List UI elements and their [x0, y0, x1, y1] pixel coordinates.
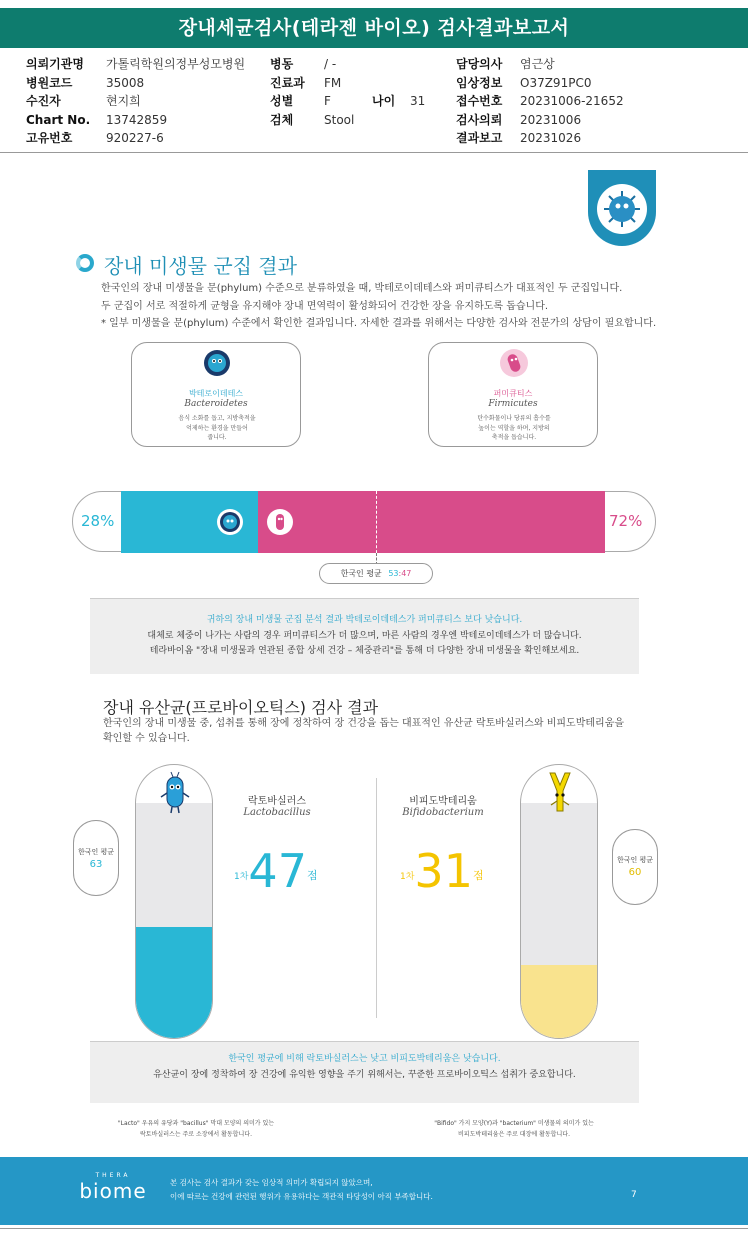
- score-number: 31: [414, 844, 473, 898]
- info-value: 20231006: [520, 112, 582, 127]
- info-label: 담당의사: [456, 57, 503, 71]
- para-line: 두 군집이 서로 적절하게 균형을 유지해야 장내 면역력이 활성화되어 건강한 장을 유지하도록 돕습니다.: [101, 300, 549, 312]
- summary-highlight: 한국인 평균에 비해 락토바실러스는 낮고 비피도박테리움은 낮습니다.: [228, 1054, 501, 1064]
- lactobacillus-name: [222, 792, 332, 818]
- lactobacillus-note: [86, 1118, 306, 1140]
- therabiome-logo: [78, 1172, 148, 1203]
- report-title: 장내세균검사(테라젠 바이오) 검사결과보고서: [0, 8, 748, 48]
- info-value: O37Z91PC0: [520, 75, 592, 90]
- divider: [0, 152, 748, 153]
- bacteroidetes-percent: 28%: [81, 512, 115, 530]
- summary-highlight: 귀하의 장내 미생물 군집 분석 결과 박테로이데테스가 퍼미큐티스 보다 낮습니다.: [206, 615, 523, 625]
- logo-text: biome: [79, 1179, 147, 1203]
- lactobacillus-score: [234, 846, 318, 896]
- bifidobacterium-score: [400, 846, 484, 896]
- card-korean-name: 퍼미큐티스: [493, 389, 533, 398]
- summary-line: 테라바이옴 "장내 미생물과 연관된 종합 상세 건강 – 체중관리"를 통해 더 다양한 장내 미생물을 확인해보세요.: [149, 646, 580, 656]
- avg-label: 한국인 평균: [340, 569, 382, 578]
- page-number: 7: [631, 1190, 637, 1200]
- card-description: 탄수화물이나 당류의 흡수를 높이는 역할을 하며, 지방의 축적을 돕습니다.: [477, 415, 551, 441]
- score-unit: 점: [306, 869, 318, 882]
- section2-paragraph: [103, 716, 624, 746]
- bookmark-badge: [588, 170, 656, 246]
- bifidobacterium-note: [404, 1118, 624, 1140]
- section1-title: 장내 미생물 군집 결과: [104, 254, 297, 278]
- avg-value: 60: [628, 867, 642, 878]
- info-label: 병동: [270, 57, 294, 71]
- bacteroidetes-card: [131, 342, 301, 447]
- logo-small-text: THERA: [95, 1172, 131, 1179]
- summary-line: 유산균이 장에 정착하여 장 건강에 유익한 영향을 주기 위해서는, 꾸준한 프로바이오틱스 섭취가 중요합니다.: [153, 1069, 576, 1080]
- para-line: * 일부 미생물을 문(phylum) 수준에서 확인한 결과입니다. 자세한 결과를 위해서는 다양한 검사와 전문가의 상담이 필요합니다.: [101, 318, 657, 329]
- lactobacillus-average-bubble: [73, 820, 119, 896]
- info-label: 검체: [270, 112, 294, 127]
- info-label: 수진자: [26, 94, 61, 108]
- info-value: 31: [410, 94, 426, 108]
- info-value: 염근상: [520, 57, 555, 71]
- info-label: 임상정보: [456, 75, 503, 90]
- info-value: / -: [324, 57, 337, 71]
- info-value: 가톨릭학원의정부성모병원: [106, 57, 246, 71]
- bifidobacterium-name: [388, 792, 498, 818]
- bifidobacterium-capsule: [520, 764, 598, 1039]
- card-latin-name: Firmicutes: [488, 399, 538, 409]
- note-line: "Lacto" 우유의 유당과 "bacillus" 막대 모양의 의미가 있는: [117, 1120, 275, 1127]
- latin-name: Lactobacillus: [243, 807, 311, 818]
- lactobacillus-mascot-icon: [158, 771, 192, 815]
- section2-summary-box: [90, 1041, 639, 1103]
- info-value: Stool: [324, 112, 355, 127]
- divider: [0, 1228, 748, 1229]
- korean-average-pill: [319, 563, 433, 584]
- info-value: 920227-6: [106, 131, 164, 145]
- info-label: 고유번호: [26, 131, 73, 145]
- card-korean-name: 박테로이데테스: [188, 389, 244, 398]
- info-col-3: [456, 55, 624, 148]
- score-unit: 점: [472, 869, 484, 882]
- footer-bar: [0, 1157, 748, 1225]
- info-value: FM: [324, 75, 342, 90]
- info-label: 병원코드: [26, 75, 73, 90]
- avg-firmicutes: :47: [398, 569, 412, 578]
- info-col-2: [270, 55, 425, 129]
- avg-label: 한국인 평균: [616, 856, 654, 864]
- lactobacillus-capsule: [135, 764, 213, 1039]
- info-label: 결과보고: [456, 131, 503, 145]
- card-latin-name: Bacteroidetes: [184, 399, 248, 409]
- card-description: 음식 소화를 돕고, 지방축적을 억제하는 환경을 만들어 줍니다.: [178, 415, 256, 441]
- firmicutes-card: [428, 342, 598, 447]
- summary-line: 대체로 체중이 나가는 사람의 경우 퍼미큐티스가 더 많으며, 마른 사람의 경우엔 박테로이데테스가 더 많습니다.: [147, 630, 582, 641]
- latin-name: Bifidobacterium: [402, 807, 484, 818]
- firmicutes-ratio-fill: [258, 491, 605, 553]
- info-value: 20231026: [520, 131, 582, 145]
- bifidobacterium-mascot-icon: [543, 771, 577, 817]
- section2-title: 장내 유산균(프로바이오틱스) 검사 결과: [103, 698, 379, 717]
- info-label: Chart No.: [26, 112, 91, 127]
- info-value: 현지희: [106, 94, 141, 108]
- bacteroidetes-icon: [216, 508, 244, 536]
- bacteroidetes-icon: [203, 349, 231, 377]
- info-value: 13742859: [106, 112, 168, 127]
- korean-name: 락토바실러스: [248, 796, 306, 807]
- info-value: F: [324, 94, 331, 108]
- firmicutes-icon: [500, 349, 528, 377]
- column-divider: [376, 778, 377, 1018]
- bifidobacterium-average-bubble: [612, 829, 658, 905]
- info-value: 35008: [106, 75, 145, 90]
- bifidobacterium-level-fill: [521, 965, 597, 1038]
- avg-label: 한국인 평균: [77, 848, 115, 856]
- bacteria-badge-icon: [597, 184, 647, 234]
- info-label: 나이: [372, 94, 396, 108]
- note-line: 비피도박테리움은 주로 대장에 활동합니다.: [458, 1131, 570, 1138]
- info-col-1: [26, 55, 245, 148]
- note-line: "Bifido" 가지 모양(Y)과 "bacterium" 미생물의 의미가 있는: [434, 1120, 594, 1127]
- info-label: 성별: [270, 94, 294, 108]
- disclaimer-line: 본 검사는 검사 결과가 갖는 임상적 의미가 확립되지 않았으며,: [170, 1178, 373, 1187]
- disclaimer-line: 이에 따르는 건강에 관련된 행위가 유용하다는 객관적 타당성이 아직 부족합니다.: [170, 1192, 433, 1201]
- round-label: 1차: [234, 872, 249, 882]
- para-line: 한국인의 장내 미생물을 문(phylum) 수준으로 분류하였을 때, 박테로이데테스와 퍼미큐티스가 대표적인 두 군집입니다.: [101, 283, 623, 294]
- firmicutes-percent: 72%: [609, 512, 643, 530]
- info-value: 20231006-21652: [520, 94, 624, 108]
- firmicutes-icon: [266, 508, 294, 536]
- info-label: 의뢰기관명: [26, 57, 84, 71]
- round-label: 1차: [400, 872, 415, 882]
- info-label: 검사의뢰: [456, 112, 503, 127]
- section-ring-icon: [76, 254, 94, 272]
- info-label: 진료과: [270, 75, 305, 90]
- lactobacillus-level-fill: [136, 927, 212, 1038]
- score-number: 47: [248, 844, 307, 898]
- korean-name: 비피도박테리움: [409, 796, 477, 807]
- bacteroidetes-ratio-fill: [121, 491, 258, 553]
- section1-paragraph: [101, 280, 656, 333]
- section1-summary-box: [90, 598, 639, 674]
- note-line: 락토바실러스는 주로 소장에서 활동합니다.: [140, 1131, 252, 1138]
- avg-value: 63: [89, 859, 103, 870]
- para-line: 한국인의 장내 미생물 중, 섭취를 통해 장에 정착하여 장 건강을 돕는 대표적인 유산균 락토바실러스와 비피도박테리움을: [103, 718, 625, 729]
- para-line: 확인할 수 있습니다.: [103, 733, 190, 744]
- footer-disclaimer: [170, 1176, 433, 1204]
- avg-bacteroidetes: 53: [388, 569, 399, 578]
- info-label: 접수번호: [456, 94, 503, 108]
